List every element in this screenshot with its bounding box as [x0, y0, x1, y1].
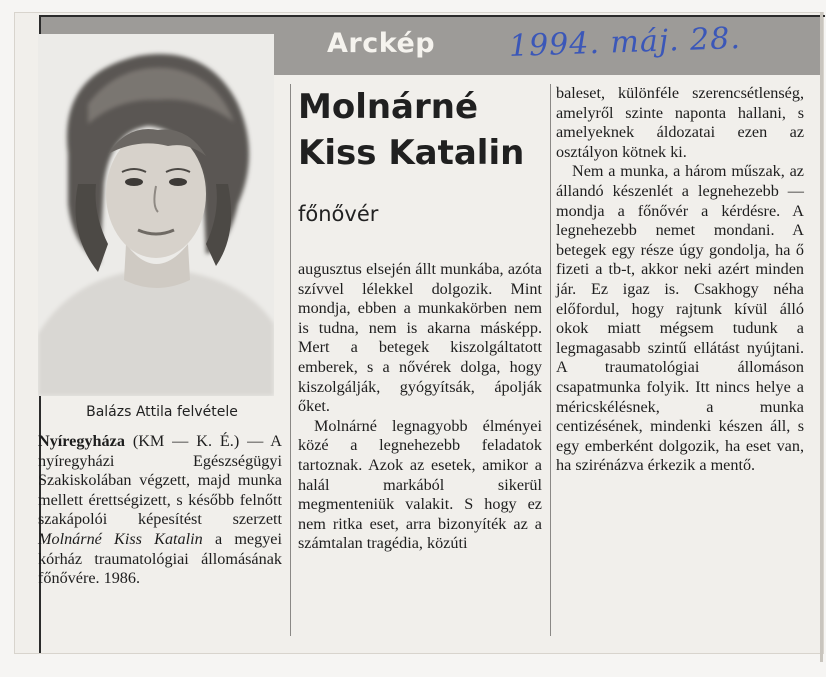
article-column-2 — [298, 260, 542, 554]
body-paragraph: augusztus elsején állt munkába, azóta szívvel lélekkel dolgozik. Mint mondja, ebben a munkakörben nem is tudna, nem is akarna másképp. Mert a betegek kiszolgáltatott emberek, s a nővérek dolga, hogy kiszolgálják, gyógyítsák, ápolják őket. — [298, 260, 542, 416]
article-column-1 — [38, 432, 282, 589]
body-text: a megyei kórház traumatológiai állomásának főnővére. 1986. — [38, 529, 282, 588]
subject-name: Molnárné Kiss Katalin — [38, 529, 203, 548]
body-paragraph: Molnárné legnagyobb élményei közé a legnehezebb feladatok tartoznak. Azok az esetek, amikor a halál markából sikerül megmenteniük valakit. S hogy ez nem ritka eset, arra bizonyíték az a számtalan tragédia, közúti — [298, 416, 542, 553]
photo-caption: Balázs Attila felvétele — [86, 404, 238, 420]
body-paragraph: baleset, különféle szerencsétlenség, amelyről szinte naponta hallani, s amelyeknek áldozatai ezen az osztályon kötnek ki. — [556, 84, 804, 161]
dateline: Nyíregyháza — [38, 432, 125, 450]
article-headline — [298, 84, 558, 176]
portrait-photo — [38, 34, 274, 396]
column-1-paragraph — [38, 432, 282, 589]
column-divider — [290, 84, 291, 636]
headline-line-1: Molnárné — [298, 87, 479, 127]
section-title: Arckép — [327, 28, 436, 59]
article-subhead: főnővér — [298, 202, 379, 226]
handwritten-date: 1994. máj. 28. — [508, 20, 742, 65]
body-paragraph: Nem a munka, a három műszak, az állandó készenlét a legnehezebb — mondja a főnővér a kérdésre. A legnehezebb nemet mondani. A betegek egy része úgy gondolja, ha ő fizeti a tb-t, akkor neki azért minden jár. Ez igaz is. Csakhogy néha előfordul, hogy rajtunk kívül álló okok miatt mégsem tudunk a legmagasabb szintű ellátást nyújtani. A traumatológiai állomáson csapatmunka folyik. Itt nincs helye a méricskélésnek, a munka centizésének, mindenki készen áll, s egy emberként dolgozik, ha eset van, ha szirénázva érkezik a mentő. — [556, 162, 804, 475]
portrait-illustration — [38, 34, 274, 396]
article-column-3 — [556, 84, 804, 476]
body-text: (KM — K. É.) — A nyíregyházi Egészségügyi Szakiskolában végzett, majd munka mellett érettségizett, s később felnőtt szakápolói képesítést szerzett — [38, 432, 282, 529]
headline-line-2: Kiss Katalin — [298, 133, 525, 173]
clipping-edge-shadow — [820, 12, 823, 662]
